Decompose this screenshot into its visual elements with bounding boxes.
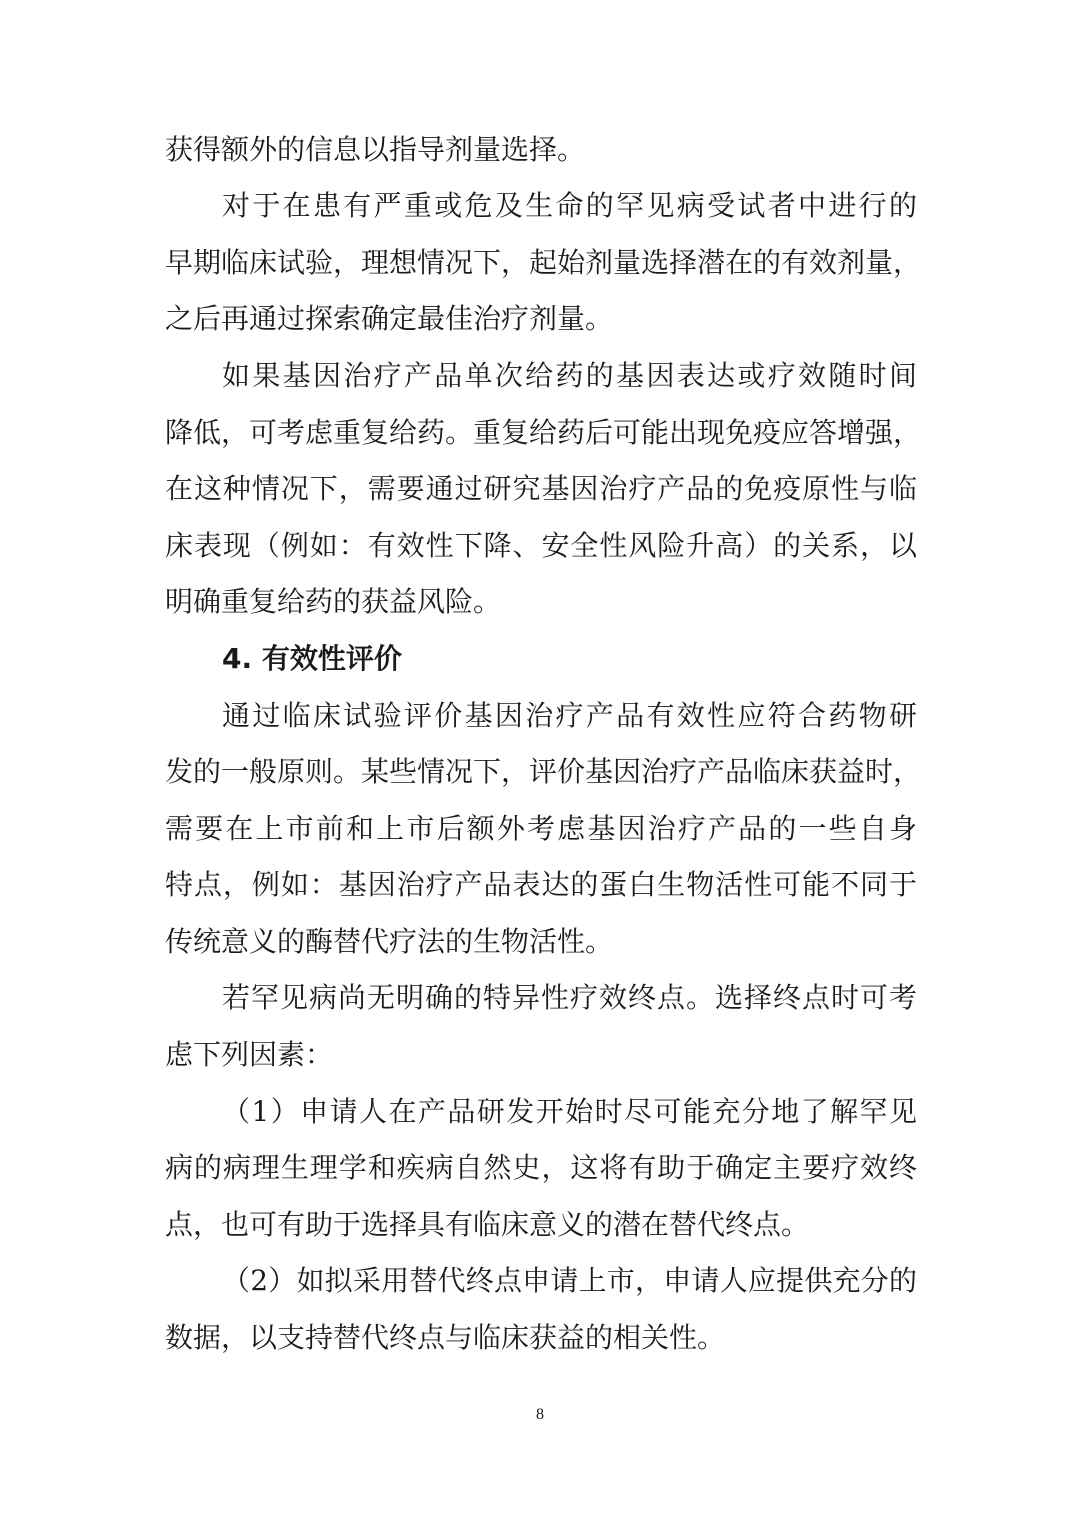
section-heading: 4. 有效性评价: [222, 642, 402, 675]
paragraph-line: 虑下列因素：: [165, 1038, 334, 1071]
paragraph-line: 特点，例如：基因治疗产品表达的蛋白生物活性可能不同于: [165, 868, 917, 901]
page-number: 8: [536, 1406, 544, 1423]
paragraph-line: （2）如拟采用替代终点申请上市，申请人应提供充分的: [222, 1264, 917, 1297]
paragraph-line: 之后再通过探索确定最佳治疗剂量。: [165, 302, 614, 335]
paragraph-line: 需要在上市前和上市后额外考虑基因治疗产品的一些自身: [165, 812, 917, 845]
paragraph-line: 早期临床试验，理想情况下，起始剂量选择潜在的有效剂量，: [165, 246, 922, 279]
paragraph-line: 对于在患有严重或危及生命的罕见病受试者中进行的: [222, 189, 917, 222]
paragraph-line: 传统意义的酶替代疗法的生物活性。: [165, 925, 614, 958]
paragraph-line: 如果基因治疗产品单次给药的基因表达或疗效随时间: [222, 359, 917, 392]
paragraph-line: 床表现（例如：有效性下降、安全性风险升高）的关系，以: [165, 529, 917, 562]
paragraph-line: 病的病理生理学和疾病自然史，这将有助于确定主要疗效终: [165, 1151, 917, 1184]
paragraph-line: 点，也可有助于选择具有临床意义的潜在替代终点。: [165, 1208, 810, 1241]
paragraph-line: 若罕见病尚无明确的特异性疗效终点。选择终点时可考: [222, 981, 917, 1014]
paragraph-line: 降低，可考虑重复给药。重复给药后可能出现免疫应答增强，: [165, 416, 922, 449]
paragraph-line: 通过临床试验评价基因治疗产品有效性应符合药物研: [222, 699, 917, 732]
paragraph-line: 获得额外的信息以指导剂量选择。: [165, 133, 586, 166]
paragraph-line: 发的一般原则。某些情况下，评价基因治疗产品临床获益时，: [165, 755, 922, 788]
paragraph-line: 数据，以支持替代终点与临床获益的相关性。: [165, 1321, 726, 1354]
paragraph-line: 明确重复给药的获益风险。: [165, 585, 502, 618]
paragraph-line: （1）申请人在产品研发开始时尽可能充分地了解罕见: [222, 1095, 917, 1128]
paragraph-line: 在这种情况下，需要通过研究基因治疗产品的免疫原性与临: [165, 472, 917, 505]
